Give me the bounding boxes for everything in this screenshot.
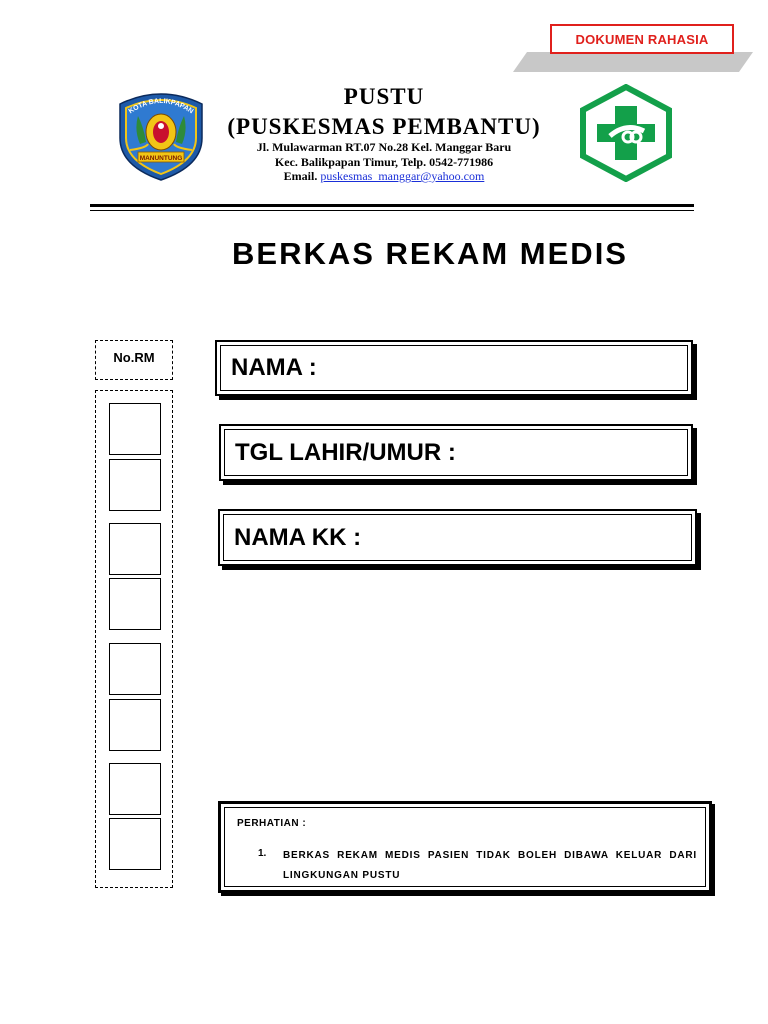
- record-digit-box[interactable]: [109, 699, 161, 751]
- document-title: BERKAS REKAM MEDIS: [232, 236, 628, 271]
- notice-heading: PERHATIAN :: [237, 818, 307, 829]
- record-number-label: No.RM: [95, 340, 173, 380]
- stamp-shadow: [513, 52, 753, 72]
- record-digit-box[interactable]: [109, 523, 161, 575]
- address-line-2: Kec. Balikpapan Timur, Telp. 0542-771986: [274, 155, 494, 169]
- crest-top-text: KOTA BALIKPAPAN: [127, 97, 195, 116]
- header-divider-thick: [90, 204, 694, 207]
- notice-item-number: 1.: [258, 848, 267, 859]
- crest-motto-text: MANUNTUNG: [139, 155, 183, 162]
- name-field[interactable]: [215, 340, 693, 396]
- record-digit-box[interactable]: [109, 403, 161, 455]
- birthdate-age-field[interactable]: [219, 424, 693, 481]
- record-digit-box[interactable]: [109, 643, 161, 695]
- name-field-label: NAMA :: [220, 345, 688, 391]
- family-head-name-field-label: NAMA KK :: [223, 514, 692, 561]
- address-line-1: Jl. Mulawarman RT.07 No.28 Kel. Manggar Baru: [256, 140, 512, 154]
- record-digit-box[interactable]: [109, 578, 161, 630]
- family-head-name-field[interactable]: [218, 509, 697, 566]
- notice-inner-border: [224, 807, 706, 887]
- email-line: [0, 169, 768, 184]
- header-divider-thin: [90, 210, 694, 211]
- facility-subtitle: (PUSKESMAS PEMBANTU): [227, 114, 541, 139]
- email-link[interactable]: puskesmas_manggar@yahoo.com: [320, 169, 485, 183]
- record-digit-box[interactable]: [109, 459, 161, 511]
- facility-title: PUSTU: [343, 84, 425, 109]
- notice-item-text: BERKAS REKAM MEDIS PASIEN TIDAK BOLEH DIBAWA KELUAR DARI LINGKUNGAN PUSTU: [283, 850, 697, 881]
- notice-box: [218, 801, 712, 893]
- record-digit-box[interactable]: [109, 763, 161, 815]
- email-prefix: Email.: [283, 169, 321, 183]
- record-digit-box[interactable]: [109, 818, 161, 870]
- confidential-stamp: DOKUMEN RAHASIA: [550, 24, 734, 54]
- birthdate-age-field-label: TGL LAHIR/UMUR :: [224, 429, 688, 476]
